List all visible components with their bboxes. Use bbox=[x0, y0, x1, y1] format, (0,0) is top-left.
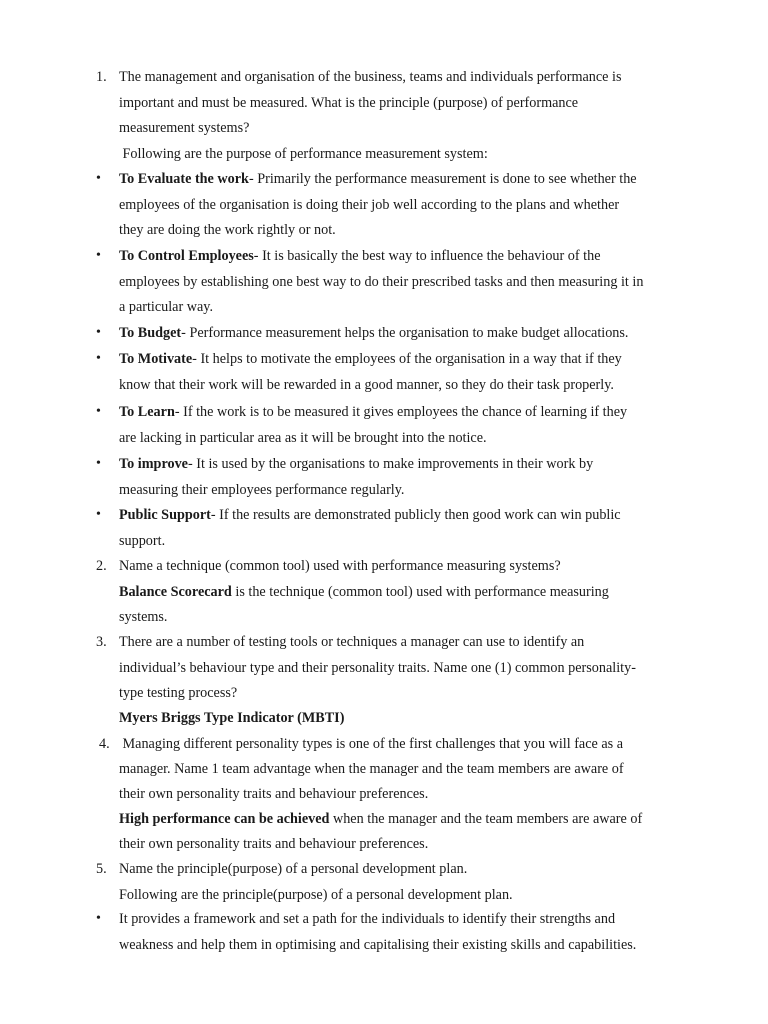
q4-answer-line: their own personality traits and behaviour preferences. bbox=[119, 836, 429, 852]
bullet-line: support. bbox=[119, 533, 166, 549]
q1-intro: Following are the purpose of performance measurement system: bbox=[119, 146, 488, 162]
q4-question-line: their own personality traits and behaviour preferences. bbox=[119, 786, 429, 802]
q5-line-1 bbox=[0, 859, 768, 879]
bullet-text bbox=[119, 349, 622, 369]
q1-question-line: measurement systems? bbox=[119, 120, 250, 136]
q5-bullet-line-2 bbox=[0, 935, 768, 955]
bullet-marker: • bbox=[96, 911, 101, 926]
q5-intro: Following are the principle(purpose) of a personal development plan. bbox=[119, 887, 513, 903]
bullet-public-support bbox=[0, 505, 768, 525]
q4-answer bbox=[119, 809, 642, 829]
q1-number: 1. bbox=[96, 69, 107, 85]
bullet-marker: • bbox=[96, 325, 101, 340]
bullet-line: It provides a framework and set a path for the individuals to identify their strengths and bbox=[119, 911, 616, 927]
bullet-text bbox=[119, 505, 621, 525]
q3-answer-row bbox=[0, 708, 768, 728]
q1-intro-row bbox=[0, 144, 768, 164]
bullet-line: employees by establishing one best way to do their prescribed tasks and then measuring it in bbox=[119, 274, 644, 290]
bullet-text bbox=[119, 169, 637, 189]
bullet-text bbox=[119, 402, 627, 422]
q4-answer-line-2 bbox=[0, 834, 768, 854]
bullet-term: To improve bbox=[119, 456, 188, 472]
q3-question-line: individual’s behaviour type and their personality traits. Name one (1) common personality- bbox=[119, 660, 636, 676]
q3-answer: Myers Briggs Type Indicator (MBTI) bbox=[119, 710, 345, 726]
bullet-line: - Performance measurement helps the organisation to make budget allocations. bbox=[181, 325, 629, 341]
bullet-term: Public Support bbox=[119, 507, 211, 523]
q2-answer-line-2 bbox=[0, 607, 768, 627]
bullet-text bbox=[119, 246, 601, 266]
bullet-control bbox=[0, 246, 768, 266]
q4-line-1 bbox=[0, 734, 768, 754]
q2-line-1 bbox=[0, 556, 768, 576]
q3-line-2 bbox=[0, 658, 768, 678]
bullet-evaluate-line-2 bbox=[0, 195, 768, 215]
bullet-text bbox=[119, 323, 628, 343]
bullet-evaluate-line-3 bbox=[0, 220, 768, 240]
q3-number: 3. bbox=[96, 634, 107, 650]
q5-intro-row bbox=[0, 885, 768, 905]
q1-line-3 bbox=[0, 118, 768, 138]
bullet-marker: • bbox=[96, 351, 101, 366]
q2-answer-line: systems. bbox=[119, 609, 168, 625]
q3-line-1 bbox=[0, 632, 768, 652]
q4-answer-line-1 bbox=[0, 809, 768, 829]
bullet-learn-line-2 bbox=[0, 428, 768, 448]
q5-bullet bbox=[0, 909, 768, 929]
bullet-control-line-2 bbox=[0, 272, 768, 292]
q1-question-line: The management and organisation of the business, teams and individuals performance is bbox=[119, 69, 622, 85]
bullet-line: - It is basically the best way to influence the behaviour of the bbox=[253, 248, 601, 264]
q2-answer-line: is the technique (common tool) used with performance measuring bbox=[231, 584, 609, 600]
bullet-control-line-3 bbox=[0, 297, 768, 317]
bullet-motivate bbox=[0, 349, 768, 369]
q4-question-line: manager. Name 1 team advantage when the manager and the team members are aware of bbox=[119, 761, 624, 777]
bullet-line: - If the work is to be measured it gives employees the chance of learning if they bbox=[174, 404, 628, 420]
bullet-term: To Control Employees bbox=[119, 248, 254, 264]
bullet-marker: • bbox=[96, 248, 101, 263]
bullet-marker: • bbox=[96, 171, 101, 186]
bullet-line: - Primarily the performance measurement is done to see whether the bbox=[248, 171, 637, 187]
q2-answer-line-1 bbox=[0, 582, 768, 602]
bullet-line: employees of the organisation is doing their job well according to the plans and whether bbox=[119, 197, 620, 213]
bullet-line: they are doing the work rightly or not. bbox=[119, 222, 336, 238]
bullet-term: To Learn bbox=[119, 404, 175, 420]
bullet-budget bbox=[0, 323, 768, 343]
q4-number: 4. bbox=[99, 736, 110, 752]
bullet-public-support-line-2 bbox=[0, 531, 768, 551]
bullet-line: weakness and help them in optimising and capitalising their existing skills and capabilities. bbox=[119, 937, 637, 953]
q1-line-1 bbox=[0, 67, 768, 87]
q4-answer-line: when the manager and the team members are aware of bbox=[329, 811, 643, 827]
q1-question-line: important and must be measured. What is the principle (purpose) of performance bbox=[119, 95, 579, 111]
q4-line-3 bbox=[0, 784, 768, 804]
q3-line-3 bbox=[0, 683, 768, 703]
bullet-line: - It is used by the organisations to make improvements in their work by bbox=[187, 456, 594, 472]
bullet-marker: • bbox=[96, 404, 101, 419]
bullet-improve-line-2 bbox=[0, 480, 768, 500]
bullet-evaluate bbox=[0, 169, 768, 189]
bullet-line: a particular way. bbox=[119, 299, 214, 315]
bullet-learn bbox=[0, 402, 768, 422]
bullet-term: To Budget bbox=[119, 325, 182, 341]
q5-number: 5. bbox=[96, 861, 107, 877]
bullet-marker: • bbox=[96, 456, 101, 471]
bullet-line: know that their work will be rewarded in a good manner, so they do their task properly. bbox=[119, 377, 614, 393]
bullet-text bbox=[119, 454, 593, 474]
q4-line-2 bbox=[0, 759, 768, 779]
q2-answer-term: Balance Scorecard bbox=[119, 584, 232, 600]
q4-question-line: Managing different personality types is one of the first challenges that you will face as a bbox=[119, 736, 624, 752]
q1-line-2 bbox=[0, 93, 768, 113]
bullet-marker: • bbox=[96, 507, 101, 522]
q5-question: Name the principle(purpose) of a personal development plan. bbox=[119, 861, 468, 877]
q2-question: Name a technique (common tool) used with performance measuring systems? bbox=[119, 558, 561, 574]
bullet-line: - It helps to motivate the employees of the organisation in a way that if they bbox=[192, 351, 622, 367]
q3-question-line: type testing process? bbox=[119, 685, 238, 701]
q2-answer bbox=[119, 582, 609, 602]
bullet-improve bbox=[0, 454, 768, 474]
q3-question-line: There are a number of testing tools or techniques a manager can use to identify an bbox=[119, 634, 585, 650]
bullet-line: are lacking in particular area as it will be brought into the notice. bbox=[119, 430, 487, 446]
bullet-term: To Evaluate the work bbox=[119, 171, 249, 187]
bullet-line: measuring their employees performance regularly. bbox=[119, 482, 405, 498]
q2-number: 2. bbox=[96, 558, 107, 574]
bullet-term: To Motivate bbox=[119, 351, 193, 367]
bullet-motivate-line-2 bbox=[0, 375, 768, 395]
q4-answer-term: High performance can be achieved bbox=[119, 811, 330, 827]
bullet-line: - If the results are demonstrated publicly then good work can win public bbox=[210, 507, 621, 523]
